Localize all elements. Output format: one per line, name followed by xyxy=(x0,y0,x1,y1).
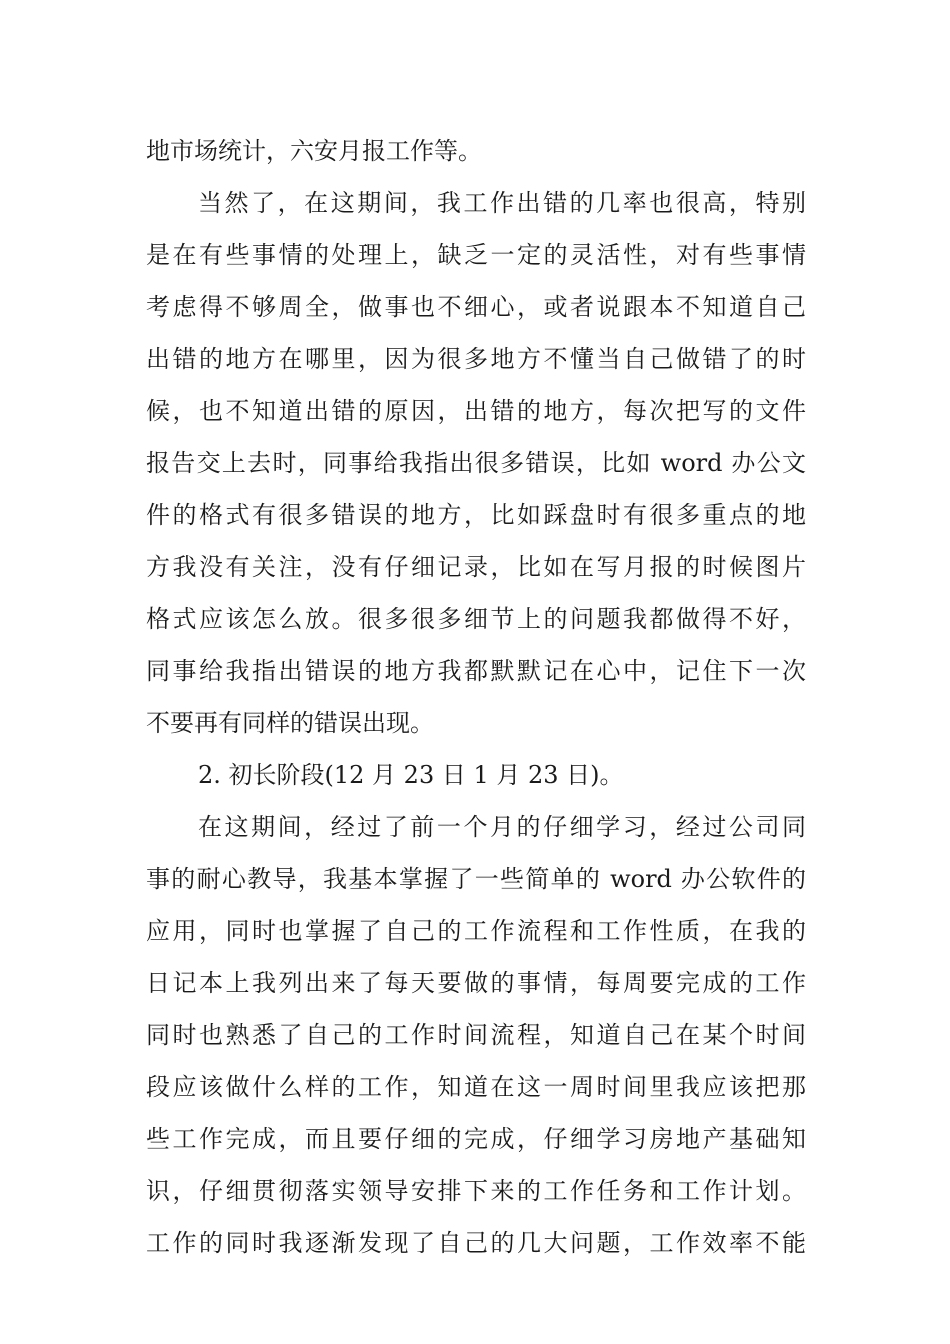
text-line: 同事给我指出错误的地方我都默默记在心中，记住下一次 xyxy=(146,657,806,685)
text-line: 报告交上去时，同事给我指出很多错误，比如 word 办公文 xyxy=(146,449,806,477)
text-line: 同时也熟悉了自己的工作时间流程，知道自己在某个时间 xyxy=(146,1021,806,1049)
text-line: 考虑得不够周全，做事也不细心，或者说跟本不知道自己 xyxy=(146,293,806,321)
body-text xyxy=(146,125,806,1269)
text-line: 不要再有同样的错误出现。 xyxy=(146,709,434,737)
text-line: 格式应该怎么放。很多很多细节上的问题我都做得不好， xyxy=(146,605,806,633)
paragraph-start-line: 在这期间，经过了前一个月的仔细学习，经过公司同 xyxy=(198,813,806,841)
text-line: 识，仔细贯彻落实领导安排下来的工作任务和工作计划。 xyxy=(146,1177,806,1205)
text-line: 方我没有关注，没有仔细记录，比如在写月报的时候图片 xyxy=(146,553,806,581)
section-heading: 2. 初长阶段(12 月 23 日 1 月 23 日)。 xyxy=(198,761,624,789)
text-line: 日记本上我列出来了每天要做的事情，每周要完成的工作 xyxy=(146,969,806,997)
text-line: 些工作完成，而且要仔细的完成，仔细学习房地产基础知 xyxy=(146,1125,806,1153)
text-line: 工作的同时我逐渐发现了自己的几大问题，工作效率不能 xyxy=(146,1229,806,1257)
text-line: 地市场统计，六安月报工作等。 xyxy=(146,137,482,165)
text-line: 出错的地方在哪里，因为很多地方不懂当自己做错了的时 xyxy=(146,345,806,373)
text-line: 候，也不知道出错的原因，出错的地方，每次把写的文件 xyxy=(146,397,806,425)
text-line: 段应该做什么样的工作，知道在这一周时间里我应该把那 xyxy=(146,1073,806,1101)
text-line: 件的格式有很多错误的地方，比如踩盘时有很多重点的地 xyxy=(146,501,806,529)
text-line: 应用，同时也掌握了自己的工作流程和工作性质，在我的 xyxy=(146,917,806,945)
text-line: 事的耐心教导，我基本掌握了一些简单的 word 办公软件的 xyxy=(146,865,806,893)
paragraph-start-line: 当然了，在这期间，我工作出错的几率也很高，特别 xyxy=(198,189,806,217)
text-line: 是在有些事情的处理上，缺乏一定的灵活性，对有些事情 xyxy=(146,241,806,269)
